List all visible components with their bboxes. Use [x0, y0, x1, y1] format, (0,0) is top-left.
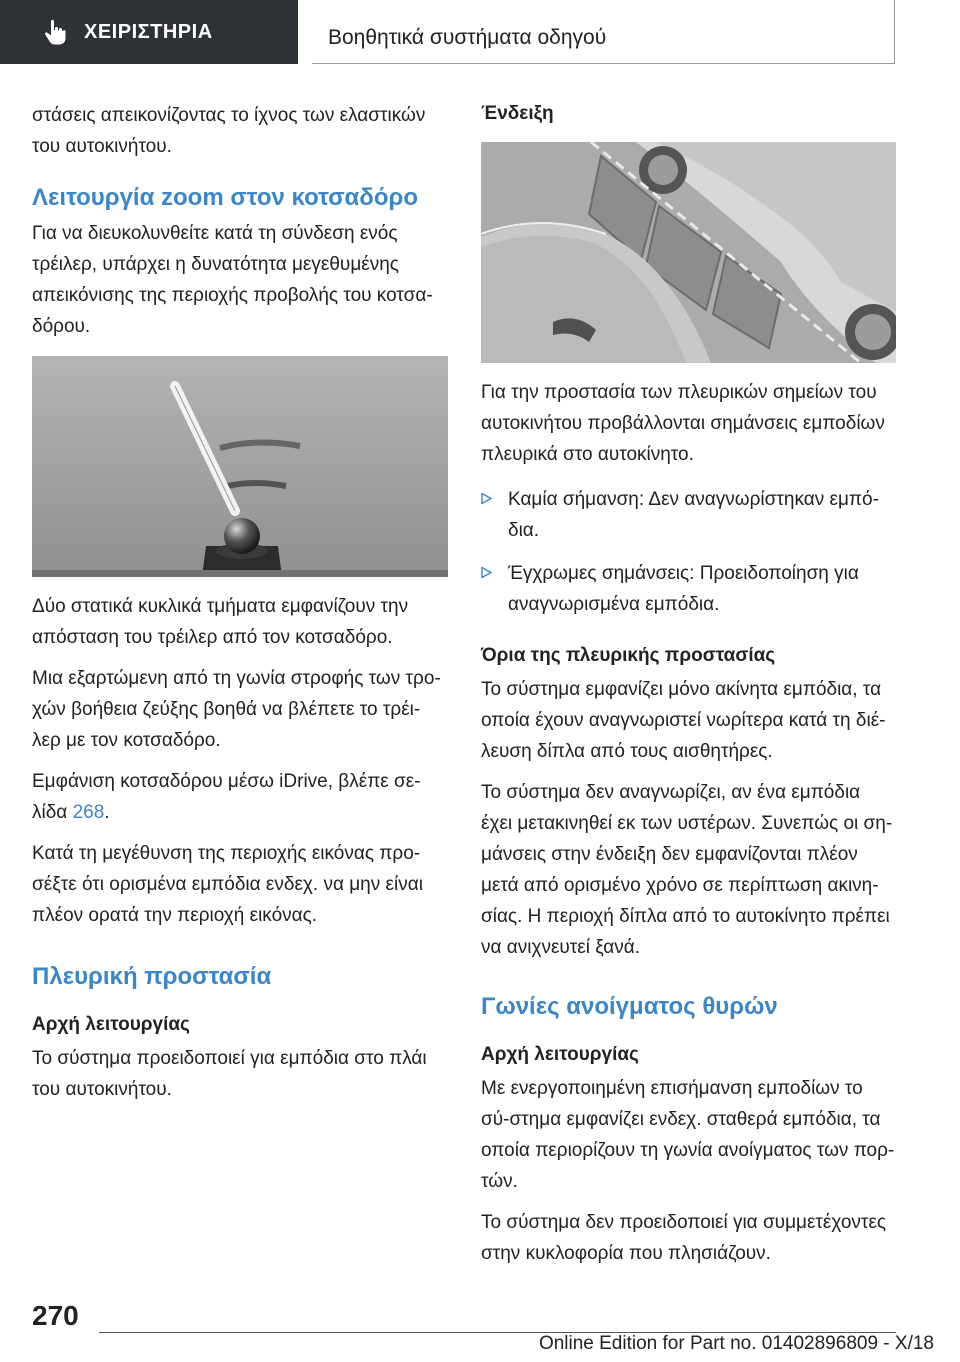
page-reference-link[interactable]: 268 [72, 802, 105, 823]
header-title-box [312, 0, 895, 64]
page-number: 270 [32, 1300, 79, 1331]
principle-heading: Αρχή λειτουργίας [32, 1014, 190, 1035]
door-paragraph-2: Το σύστημα δεν προειδοποιεί για συμμετέχοντες στην κυκλοφορία που πλησιάζουν. [481, 1212, 887, 1264]
triangle-bullet-icon [481, 567, 492, 578]
hand-pointer-icon [44, 19, 66, 45]
principle-paragraph: Το σύστημα προειδοποιεί για εμπόδια στο πλάι του αυτοκινήτου. [32, 1048, 427, 1100]
limits-paragraph-2: Το σύστημα δεν αναγνωρίζει, αν ένα εμπόδια έχει μετακινηθεί εκ των υστέρων. Συνεπώς οι ση-μάνσεις στην ένδειξη δεν εμφανίζονται πλέον μετά από ορισμένο χρόνο σε περίπτωση ακινη-σίας. Η περιοχή δίπλα από το αυτοκίνητο πρέπει να ανιχνευτεί ξανά. [481, 782, 893, 958]
near-distance-arc [228, 483, 286, 486]
dynamic-paragraph: Μια εξαρτώμενη από τη γωνία στροφής των τρο-χών βοήθεια ζεύξης βοηθά να βλέπετε το τρέι-λερ με τον κοτσαδόρο. [32, 668, 441, 751]
section-title: Βοηθητικά συστήματα οδηγού [328, 26, 607, 49]
list-item: Καμία σήμανση: Δεν αναγνωρίστηκαν εμπό-δια. [481, 484, 896, 546]
arcs-paragraph: Δύο στατικά κυκλικά τμήματα εμφανίζουν την απόσταση του τρέιλερ από τον κοτσαδόρο. [32, 596, 409, 648]
side-protection-figure [481, 142, 896, 363]
door-paragraph-1: Με ενεργοποιημένη επισήμανση εμποδίων το σύ-στημα εμφανίζει ενδεχ. σταθερά εμπόδια, τα οποία περιορίζουν τη γωνία ανοίγματος των πορ-τών. [481, 1078, 895, 1192]
triangle-bullet-icon [481, 493, 492, 504]
edition-text: Online Edition for Part no. 01402896809 - X/18 [538, 1333, 934, 1354]
hitch-zoom-figure [32, 356, 448, 577]
intro-paragraph: στάσεις απεικονίζοντας το ίχνος των ελαστικών του αυτοκινήτου. [32, 105, 426, 157]
list-item: Έγχρωμες σημάνσεις: Προειδοποίηση για αναγνωρισμένα εμπόδια. [481, 558, 896, 620]
hitch-ball [224, 518, 260, 554]
display-heading: Ένδειξη [481, 103, 554, 124]
side-protection-heading: Πλευρική προστασία [32, 963, 272, 990]
limits-heading: Όρια της πλευρικής προστασίας [481, 645, 776, 666]
left-column [32, 100, 448, 1115]
right-column [481, 100, 896, 1279]
door-principle-heading: Αρχή λειτουργίας [481, 1044, 639, 1065]
zoom-warning-paragraph: Κατά τη μεγέθυνση της περιοχής εικόνας προ-σέξτε ότι ορισμένα εμπόδια ενδεχ. να μην είναι πλέον ορατά την περιοχή εικόνας. [32, 843, 423, 926]
zoom-paragraph: Για να διευκολυνθείτε κατά τη σύνδεση ενός τρέιλερ, υπάρχει η δυνατότητα μεγεθυμένης απεικόνισης της περιοχής προβολής του κοτσα-δόρου. [32, 223, 433, 337]
limits-paragraph-1: Το σύστημα εμφανίζει μόνο ακίνητα εμπόδια, τα οποία έχουν αναγνωριστεί νωρίτερα κατά τη διέ-λευση δίπλα από τους αισθητήρες. [481, 679, 886, 762]
header-section-tab[interactable] [0, 0, 298, 64]
zoom-heading: Λειτουργία zoom στον κοτσαδόρο [32, 184, 419, 211]
display-reference-paragraph: Εμφάνιση κοτσαδόρου μέσω iDrive, βλέπε σε-λίδα 268. [32, 771, 421, 823]
door-angle-heading: Γωνίες ανοίγματος θυρών [481, 993, 778, 1020]
header-tab-label: ΧΕΙΡΙΣΤΗΡΙΑ [84, 20, 213, 43]
marking-list [481, 484, 896, 620]
display-paragraph: Για την προστασία των πλευρικών σημείων του αυτοκινήτου προβάλλονται σημάνσεις εμποδίων πλευρικά στο αυτοκίνητο. [481, 382, 885, 465]
